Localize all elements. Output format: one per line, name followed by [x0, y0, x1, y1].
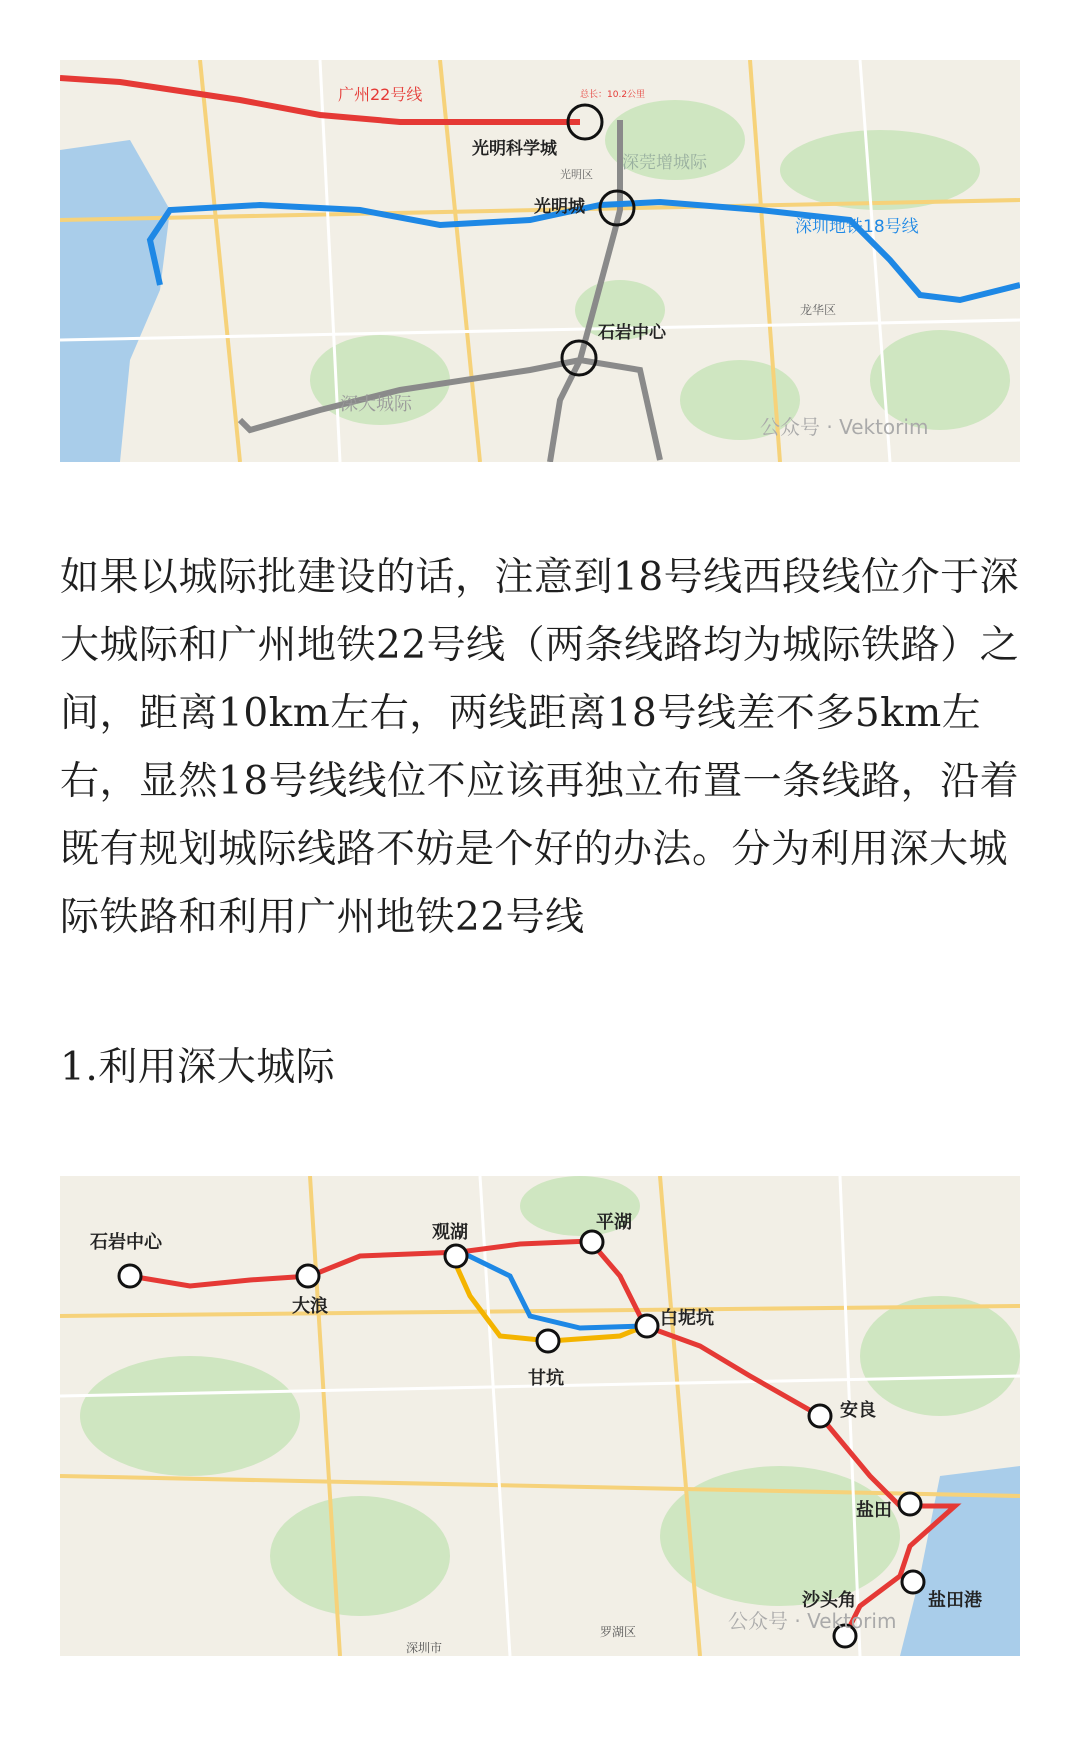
station-marker: [537, 1330, 559, 1352]
label-gz22: 广州22号线: [338, 85, 423, 104]
body-paragraph: 如果以城际批建设的话，注意到18号线西段线位介于深大城际和广州地铁22号线（两条线路均为城际铁路）之间，距离10km左右，两线距离18号线差不多5km左右，显然18号线线位不应该再独立布置一条线路，沿着既有规划城际线路不妨是个好的办法。分为利用深大城际铁路和利用广州地铁22号线: [60, 555, 1020, 940]
label-bainikeng: 白坭坑: [660, 1308, 714, 1329]
watermark: 公众号 · Vektorim: [728, 1609, 897, 1633]
label-yantian: 盐田: [856, 1500, 892, 1521]
park-area: [860, 1296, 1020, 1416]
label-shenzhen-city: 深圳市: [406, 1641, 443, 1655]
label-guanhu: 观湖: [432, 1222, 468, 1243]
label-longhua-district: 龙华区: [800, 303, 837, 317]
label-distance: 总长：10.2公里: [580, 90, 646, 100]
label-shiyan-center: 石岩中心: [90, 1232, 162, 1253]
station-marker: [445, 1245, 467, 1267]
park-area: [80, 1356, 300, 1476]
park-area: [780, 130, 980, 210]
label-luohu: 罗湖区: [600, 1625, 637, 1639]
map1-canvas: [60, 60, 1020, 462]
label-guangmingcheng: 光明城: [534, 197, 585, 217]
label-dalang: 大浪: [292, 1296, 328, 1317]
map2-canvas: [60, 1176, 1020, 1656]
label-yantiangang: 盐田港: [928, 1590, 982, 1611]
station-marker: [636, 1315, 658, 1337]
label-anliang: 安良: [840, 1400, 876, 1421]
section-heading: 1.利用深大城际: [60, 1045, 336, 1090]
label-dongguan-shenzhen-line: 深莞增城际: [622, 153, 707, 173]
label-shatoujiao: 沙头角: [802, 1590, 856, 1611]
label-guangming-kexuecheng: 光明科学城: [472, 139, 557, 159]
map-guangming-lines: [60, 60, 1020, 462]
station-marker: [297, 1265, 319, 1287]
station-marker: [119, 1265, 141, 1287]
label-sz18: 深圳地铁18号线: [795, 217, 919, 237]
station-marker: [902, 1571, 924, 1593]
label-shenda: 深大城际: [340, 394, 412, 415]
label-pinghu: 平湖: [596, 1212, 632, 1233]
park-area: [270, 1496, 450, 1616]
label-gankeng: 甘坑: [528, 1368, 564, 1389]
map-shenda-route: [60, 1176, 1020, 1656]
watermark: 公众号 · Vektorim: [760, 415, 929, 439]
label-guangming-district: 光明区: [560, 168, 593, 181]
station-marker: [809, 1405, 831, 1427]
label-shiyan-center: 石岩中心: [598, 323, 666, 343]
station-marker: [581, 1231, 603, 1253]
station-marker: [899, 1493, 921, 1515]
